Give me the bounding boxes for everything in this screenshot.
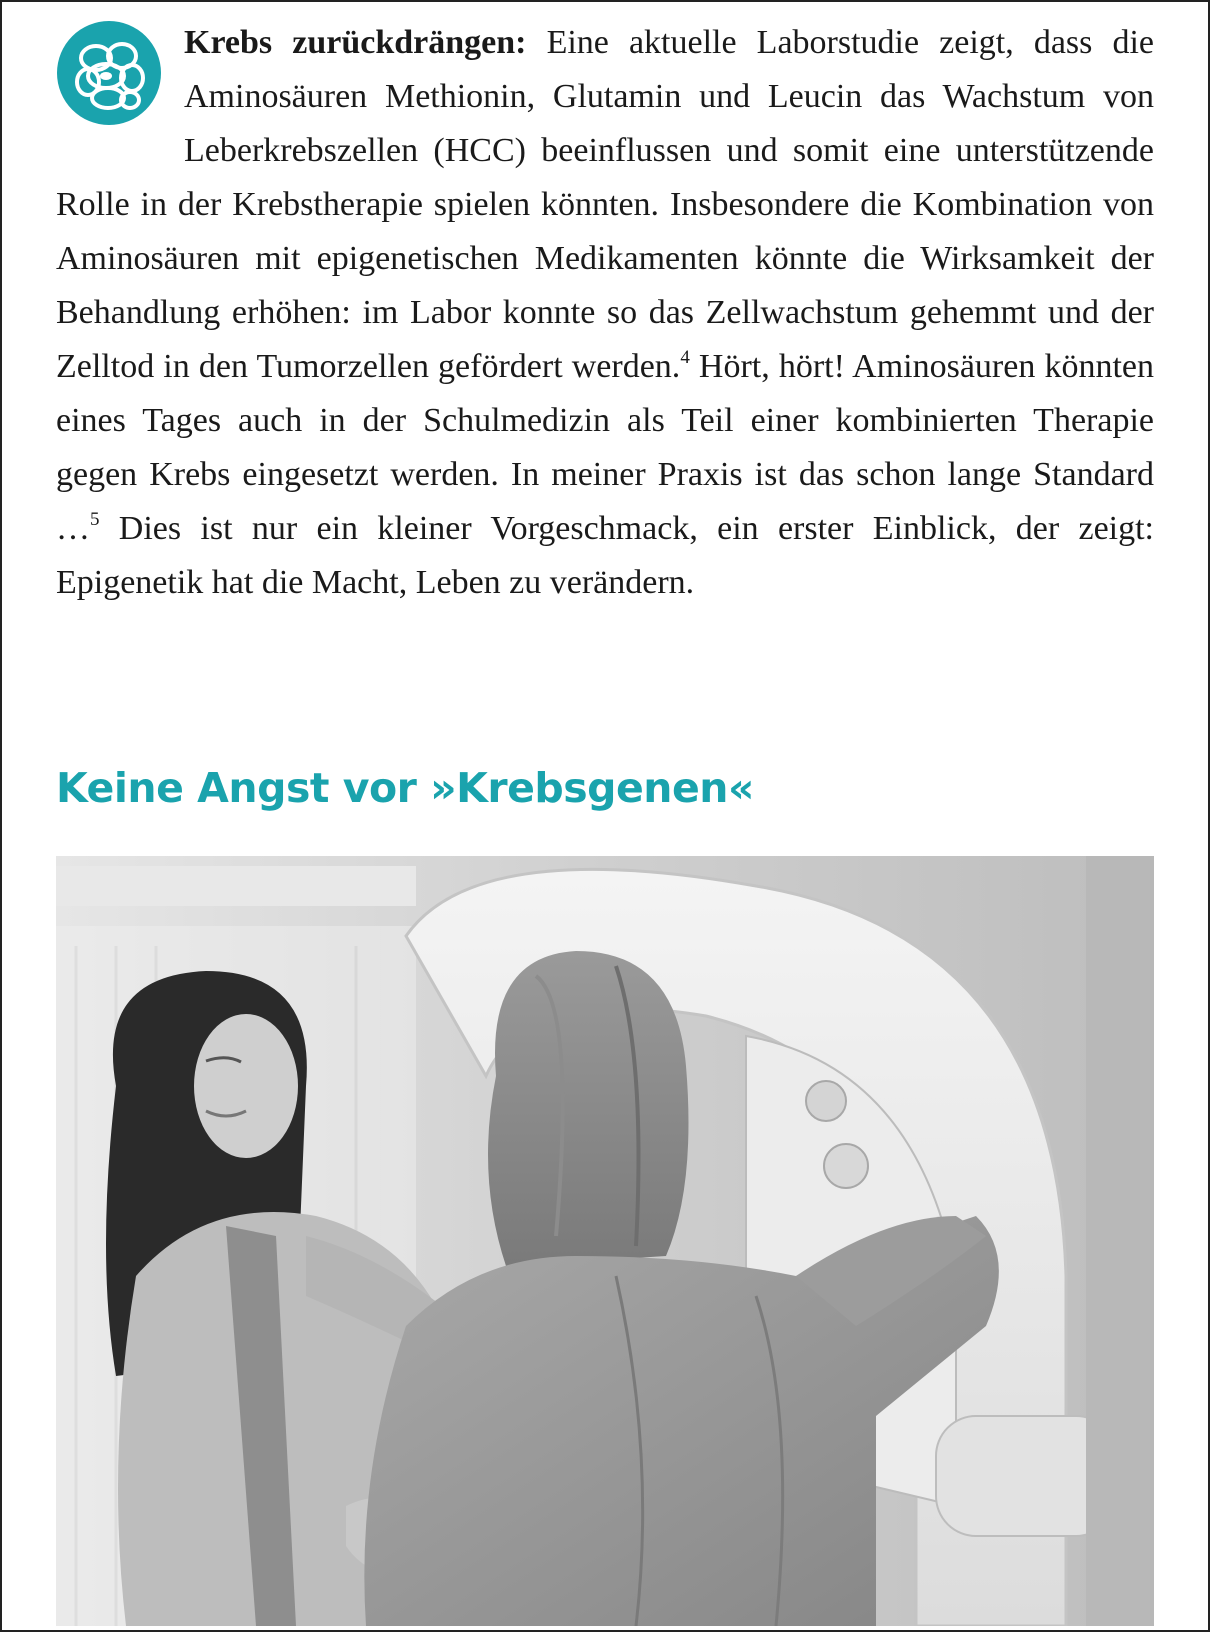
article-paragraph [56, 16, 1154, 610]
lead-label: Krebs zurückdrängen: [184, 24, 527, 61]
footnote-ref-5[interactable]: 5 [90, 509, 100, 530]
body-text-1: Eine aktuelle Laborstudie zeigt, dass die Aminosäuren Methionin, Glutamin und Leucin das Wachstum von Leberkrebszellen (HCC) beeinflussen und somit eine unterstützende Rolle in der Krebstherapie spielen könnten. Insbesondere die Kombination von Aminosäuren mit epigenetischen Medikamenten könnte die Wirksamkeit der Behandlung erhöhen: im Labor konnte so das Zellwachstum gehemmt und der Zelltod in den Tumorzellen gefördert werden. [56, 24, 1154, 385]
mammography-exam-photo [56, 856, 1154, 1626]
body-text-3: Dies ist nur ein kleiner Vorgeschmack, ein erster Einblick, der zeigt: Epigenetik hat die Macht, Leben zu verändern. [56, 510, 1154, 601]
footnote-ref-4[interactable]: 4 [680, 347, 690, 368]
section-heading: Keine Angst vor »Krebsgenen« [56, 764, 754, 812]
body-text-2: Hört, hört! Aminosäuren könnten eines Tages auch in der Schulmedizin als Teil einer kombinierten Therapie gegen Krebs eingesetzt werden. In meiner Praxis ist das schon lange Standard … [56, 348, 1154, 547]
cell-cluster-icon [56, 20, 162, 126]
